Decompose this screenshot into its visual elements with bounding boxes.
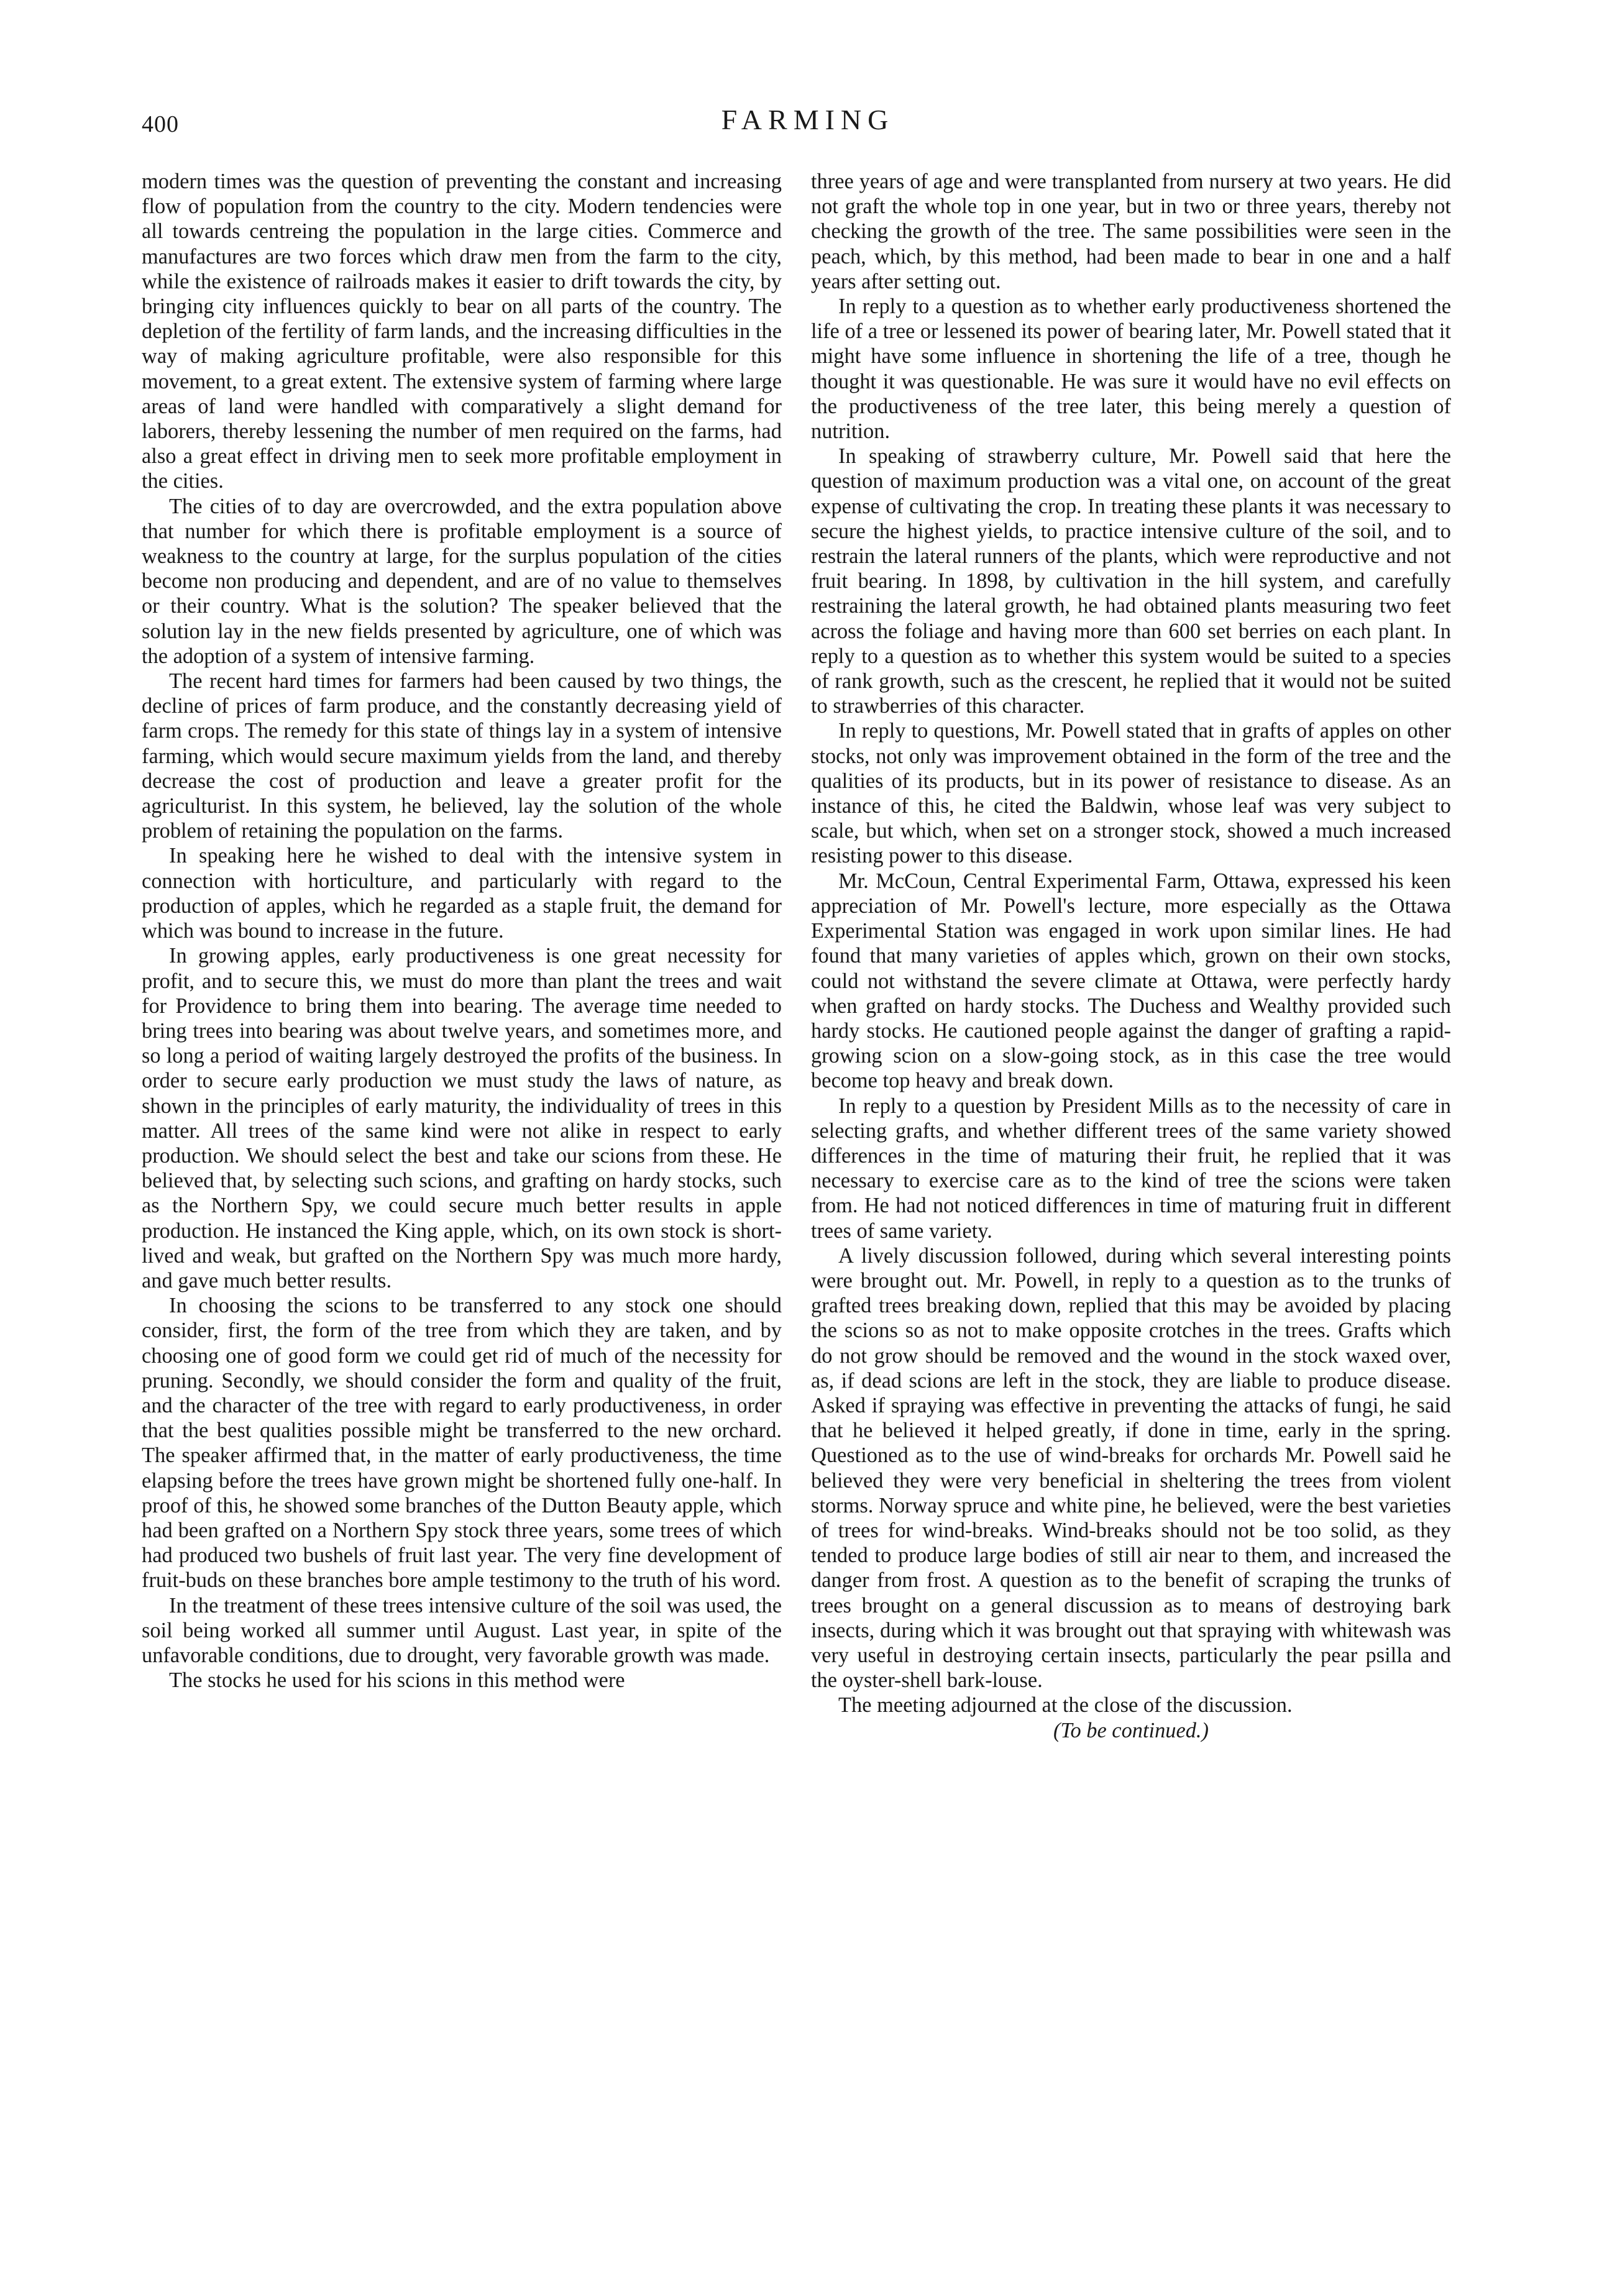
paragraph: The recent hard times for farmers had been caused by two things, the decline of prices of farm produce, and the constantly decreasing yield of farm crops. The remedy for this state of things lay in a system of intensive farming, which would secure maximum yields from the land, and thereby decrease the cost of production and leave a greater profit for the agriculturist. In this system, he believed, lay the solution of the whole problem of retaining the population on the farms. [142, 669, 782, 843]
paragraph: In reply to a question as to whether early productiveness shortened the life of a tree or lessened its power of bearing later, Mr. Powell stated that it might have some influence in shortening the life of a tree, though he thought it was questionable. He was sure it would have no evil effects on the productiveness of the tree later, this being merely a question of nutrition. [811, 295, 1451, 444]
continued-note: (To be continued.) [1053, 1718, 1209, 1742]
paragraph: The cities of to day are overcrowded, and the extra population above that number for which there is profitable employment is a source of weakness to the country at large, for the surplus population of the cities become non producing and dependent, and are of no value to themselves or their country. What is the solution? The speaker believed that the solution lay in the new fields presented by agriculture, one of which was the adoption of a system of intensive farming. [142, 494, 782, 668]
paragraph: In reply to questions, Mr. Powell stated that in grafts of apples on other stocks, not only was improvement obtained in the form of the tree and the qualities of its products, but in its power of resistance to disease. As an instance of this, he cited the Baldwin, whose leaf was very subject to scale, but which, when set on a stronger stock, showed a much increased resisting power to this disease. [811, 719, 1451, 868]
paragraph: modern times was the question of preventing the constant and increasing flow of population from the country to the city. Modern tendencies were all towards centreing the population in the large cities. Commerce and manufactures are two forces which draw men from the farm to the city, while the existence of railroads makes it easier to drift towards the city, by bringing city influences quickly to bear on all parts of the country. The depletion of the fertility of farm lands, and the increasing difficulties in the way of making agriculture profitable, were also responsible for this movement, to a great extent. The extensive system of farming where large areas of land were handled with comparatively a slight demand for laborers, thereby lessening the number of men required on the farms, had also a great effect in driving men to seek more profitable employment in the cities. [142, 170, 782, 493]
paragraph: The stocks he used for his scions in this method were [169, 1668, 625, 1693]
paragraph: In reply to a question by President Mills as to the necessity of care in selecting grafts, and whether different trees of the same variety showed differences in the time of maturing their fruit, he replied that it was necessary to exercise care as to the kind of tree the scions were taken from. He had not noticed differences in time of maturing fruit in different trees of same variety. [811, 1094, 1451, 1243]
paragraph: three years of age and were transplanted from nursery at two years. He did not graft the whole top in one year, but in two or three years, thereby not checking the growth of the tree. The same possibilities were seen in the peach, which, by this method, had been made to bear in one and a half years after setting out. [811, 170, 1451, 293]
paragraph: In choosing the scions to be transferred to any stock one should consider, first, the form of the tree from which they are taken, and by choosing one of good form we could get rid of much of the necessity for pruning. Secondly, we should consider the form and quality of the fruit, and the character of the tree with regard to early productiveness, in order that the best qualities possible might be transferred to the new orchard. The speaker affirmed that, in the matter of early productiveness, the time elapsing before the trees have grown might be shortened fully one-half. In proof of this, he showed some branches of the Dutton Beauty apple, which had been grafted on a Northern Spy stock three years, some trees of which had produced two bushels of fruit last year. The very fine development of fruit-buds on these branches bore ample testimony to the truth of his word. [142, 1294, 782, 1593]
paragraph: The meeting adjourned at the close of the discussion. [838, 1693, 1293, 1717]
paragraph: In the treatment of these trees intensive culture of the soil was used, the soil being worked all summer until August. Last year, in spite of the unfavorable conditions, due to drought, very favorable growth was made. [142, 1593, 782, 1667]
paragraph: In speaking here he wished to deal with the intensive system in connection with horticulture, and particularly with regard to the production of apples, which he regarded as a staple fruit, the demand for which was bound to increase in the future. [142, 844, 782, 943]
right-column [811, 169, 1451, 1743]
paragraph: In speaking of strawberry culture, Mr. Powell said that here the question of maximum production was a vital one, on account of the great expense of cultivating the crop. In treating these plants it was necessary to secure the highest yields, to practice intensive culture of the soil, and to restrain the lateral runners of the plants, which were reproductive and not fruit bearing. In 1898, by cultivation in the hill system, and carefully restraining the lateral growth, he had obtained plants measuring two feet across the foliage and having more than 600 set berries on each plant. In reply to a question as to whether this system would be suited to a species of rank growth, such as the crescent, he replied that it would not be suited to strawberries of this character. [811, 444, 1451, 718]
paragraph: A lively discussion followed, during which several interesting points were brought out. Mr. Powell, in reply to a question as to the trunks of grafted trees breaking down, replied that this may be avoided by placing the scions so as not to make opposite crotches in the trees. Grafts which do not grow should be removed and the wound in the stock waxed over, as, if dead scions are left in the stock, they are liable to produce disease. Asked if spraying was effective in preventing the attacks of fungi, he said that he believed it helped greatly, if done in time, early in the spring. Questioned as to the use of wind-breaks for orchards Mr. Powell said he believed they were very beneficial in sheltering the trees from violent storms. Norway spruce and white pine, he believed, were the best varieties of trees for wind-breaks. Wind-breaks should not be too solid, as they tended to produce large bodies of still air near to them, and increased the danger from frost. A question as to the benefit of scraping the trunks of trees brought on a general discussion as to means of destroying bark insects, during which it was brought out that spraying with whitewash was very useful in destroying certain insects, particularly the pear psilla and the oyster-shell bark-louse. [811, 1243, 1451, 1693]
running-title: FARMING [721, 104, 895, 135]
paragraph: Mr. McCoun, Central Experimental Farm, Ottawa, expressed his keen appreciation of Mr. Powell's lecture, more especially as the Ottawa Experimental Station was engaged in work upon similar lines. He had found that many varieties of apples which, grown on their own stocks, could not withstand the severe climate at Ottawa, were perfectly hardy when grafted on hardy stocks. The Duchess and Wealthy provided such hardy stocks. He cautioned people against the danger of grafting a rapid-growing scion on a slow-going stock, as in this case the tree would become top heavy and break down. [811, 869, 1451, 1093]
left-column [142, 169, 782, 1693]
page-number: 400 [142, 111, 179, 137]
paragraph: In growing apples, early productiveness is one great necessity for profit, and to secure this, we must do more than plant the trees and wait for Providence to bring them into bearing. The average time needed to bring trees into bearing was about twelve years, and sometimes more, and so long a period of waiting largely destroyed the profits of the business. In order to secure early production we must study the laws of nature, as shown in the principles of early maturity, the individuality of trees in this matter. All trees of the same kind were not alike in respect to early production. We should select the best and take our scions from these. He believed that, by selecting such scions, and grafting on hardy stocks, such as the Northern Spy, we could secure much better results in apple production. He instanced the King apple, which, on its own stock is short-lived and weak, but grafted on the Northern Spy was much more hardy, and gave much better results. [142, 944, 782, 1292]
